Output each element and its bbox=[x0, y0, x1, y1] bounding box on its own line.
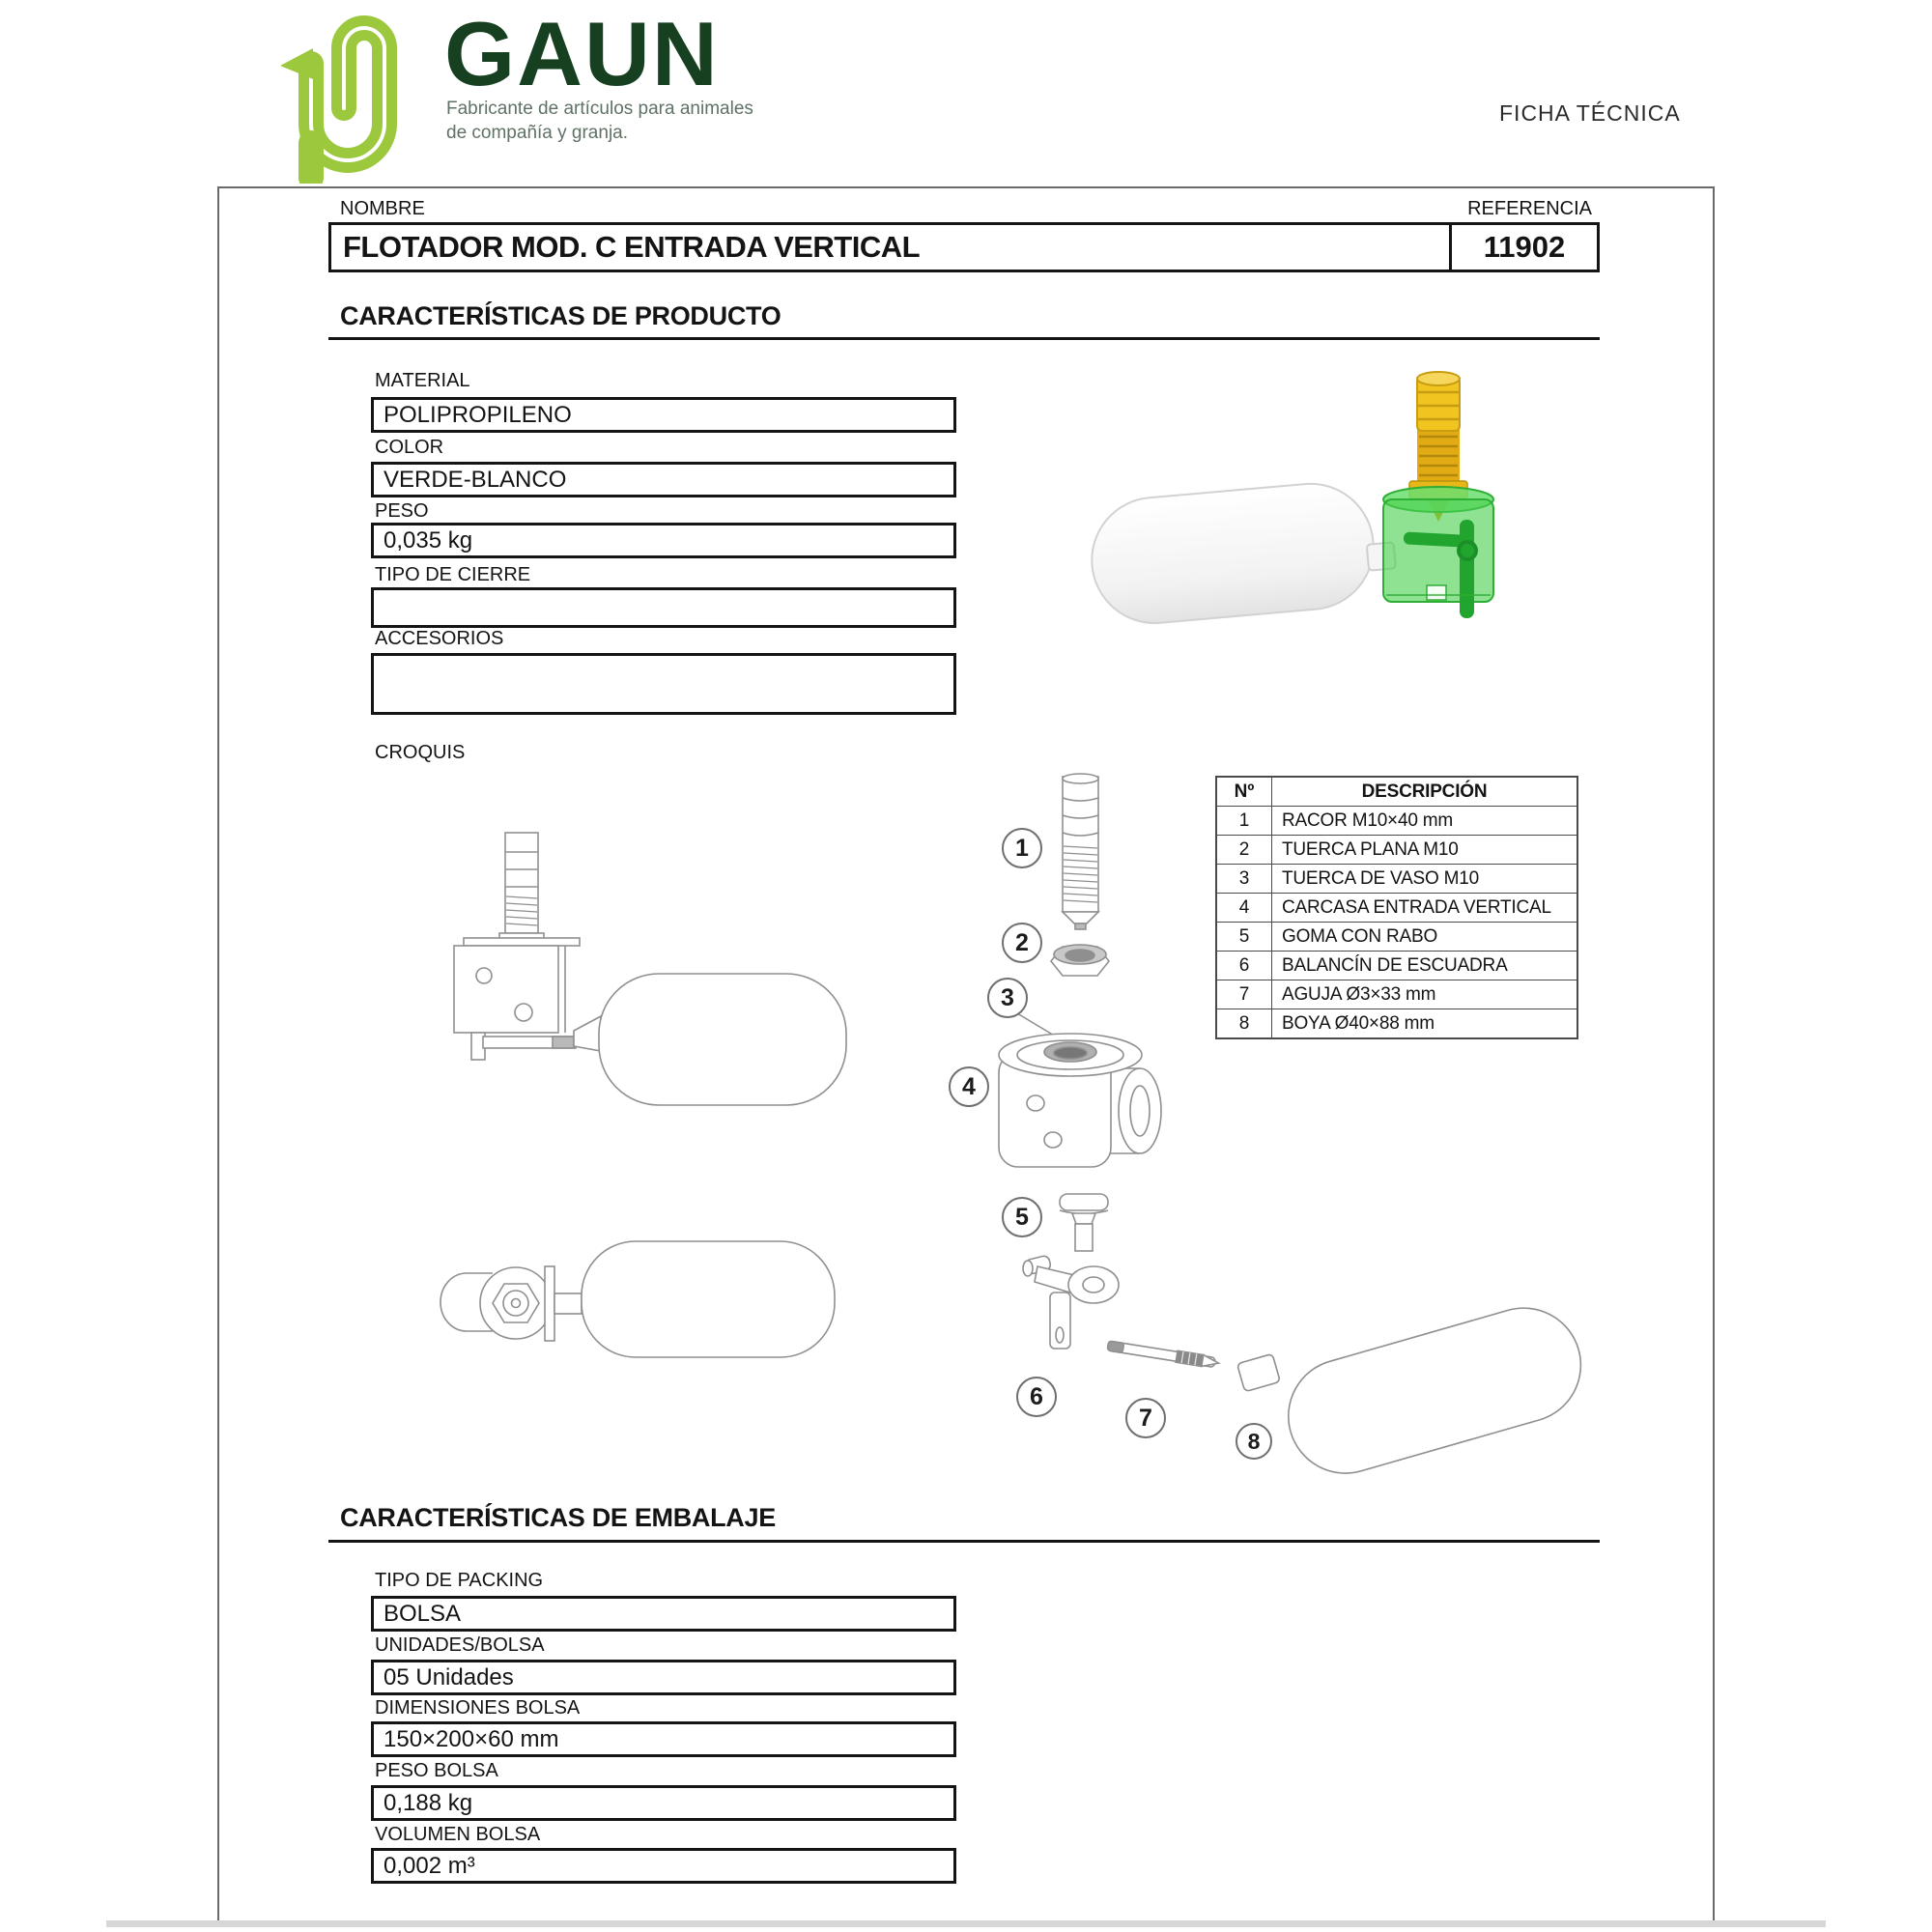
callout-2: 2 bbox=[1002, 923, 1042, 963]
field-peso-value: 0,035 kg bbox=[371, 523, 956, 558]
table-row bbox=[1217, 951, 1577, 980]
field-tipo-packing-label: TIPO DE PACKING bbox=[375, 1570, 544, 1591]
part-description: GOMA CON RABO bbox=[1282, 925, 1438, 947]
field-material-value: POLIPROPILENO bbox=[371, 397, 956, 433]
callout-7: 7 bbox=[1125, 1398, 1166, 1438]
part-description: BOYA Ø40×88 mm bbox=[1282, 1012, 1435, 1034]
callout-4: 4 bbox=[949, 1066, 989, 1107]
croquis-label: CROQUIS bbox=[375, 742, 466, 763]
reference-label: REFERENCIA bbox=[1467, 198, 1592, 219]
parts-table bbox=[1215, 776, 1578, 1039]
tagline-line1: Fabricante de artículos para animales bbox=[446, 99, 753, 119]
table-row bbox=[1217, 893, 1577, 922]
part-description: CARCASA ENTRADA VERTICAL bbox=[1282, 896, 1551, 918]
field-unidades-bolsa-value: 05 Unidades bbox=[371, 1660, 956, 1695]
callout-3: 3 bbox=[987, 978, 1028, 1018]
table-row bbox=[1217, 806, 1577, 835]
field-peso-bolsa-label: PESO BOLSA bbox=[375, 1760, 498, 1781]
field-tipo-cierre-label: TIPO DE CIERRE bbox=[375, 564, 531, 585]
field-accesorios-value bbox=[371, 653, 956, 715]
field-volumen-bolsa-label: VOLUMEN BOLSA bbox=[375, 1824, 541, 1845]
doc-type-label: FICHA TÉCNICA bbox=[1499, 100, 1681, 126]
part-description: AGUJA Ø3×33 mm bbox=[1282, 983, 1436, 1005]
part-number: 8 bbox=[1217, 1009, 1272, 1037]
scan-edge bbox=[106, 1920, 1826, 1927]
product-section-title: CARACTERÍSTICAS DE PRODUCTO bbox=[340, 301, 781, 330]
part-description: TUERCA DE VASO M10 bbox=[1282, 867, 1480, 889]
brand-tagline bbox=[446, 97, 753, 145]
callout-1: 1 bbox=[1002, 828, 1042, 868]
part-number: 5 bbox=[1217, 923, 1272, 951]
gaun-logo-icon bbox=[272, 8, 423, 184]
callout-5: 5 bbox=[1002, 1197, 1042, 1237]
part-number: 2 bbox=[1217, 836, 1272, 864]
part-description: TUERCA PLANA M10 bbox=[1282, 838, 1459, 860]
field-material-label: MATERIAL bbox=[375, 370, 470, 391]
packaging-section-rule bbox=[328, 1540, 1600, 1543]
part-description: RACOR M10×40 mm bbox=[1282, 810, 1454, 831]
part-number: 7 bbox=[1217, 980, 1272, 1009]
part-number: 1 bbox=[1217, 807, 1272, 835]
part-number: 6 bbox=[1217, 952, 1272, 980]
part-number: 4 bbox=[1217, 894, 1272, 922]
field-unidades-bolsa-label: UNIDADES/BOLSA bbox=[375, 1634, 545, 1656]
table-row bbox=[1217, 835, 1577, 864]
table-row bbox=[1217, 1009, 1577, 1037]
field-peso-bolsa-value: 0,188 kg bbox=[371, 1785, 956, 1821]
field-volumen-bolsa-value: 0,002 m³ bbox=[371, 1848, 956, 1884]
table-row bbox=[1217, 980, 1577, 1009]
parts-table-header-desc: DESCRIPCIÓN bbox=[1361, 781, 1488, 802]
field-tipo-packing-value: BOLSA bbox=[371, 1596, 956, 1632]
packaging-section-title: CARACTERÍSTICAS DE EMBALAJE bbox=[340, 1503, 776, 1532]
field-color-label: COLOR bbox=[375, 437, 444, 458]
parts-table-header bbox=[1217, 778, 1577, 806]
product-name-value: FLOTADOR MOD. C ENTRADA VERTICAL bbox=[343, 230, 921, 264]
part-number: 3 bbox=[1217, 865, 1272, 893]
field-color-value: VERDE-BLANCO bbox=[371, 462, 956, 497]
tagline-line2: de compañía y granja. bbox=[446, 123, 629, 144]
reference-value: 11902 bbox=[1449, 225, 1597, 270]
field-dimensiones-bolsa-value: 150×200×60 mm bbox=[371, 1721, 956, 1757]
field-peso-label: PESO bbox=[375, 500, 429, 522]
brand-text: GAUN bbox=[444, 3, 720, 104]
identity-bar bbox=[328, 222, 1600, 272]
part-description: BALANCÍN DE ESCUADRA bbox=[1282, 954, 1508, 976]
callout-6: 6 bbox=[1016, 1377, 1057, 1417]
product-photo bbox=[1077, 365, 1512, 660]
table-row bbox=[1217, 864, 1577, 893]
callout-8: 8 bbox=[1236, 1423, 1272, 1460]
name-label: NOMBRE bbox=[340, 198, 425, 219]
table-row bbox=[1217, 922, 1577, 951]
field-dimensiones-bolsa-label: DIMENSIONES BOLSA bbox=[375, 1697, 581, 1719]
parts-table-header-num: Nº bbox=[1217, 778, 1272, 806]
field-tipo-cierre-value bbox=[371, 587, 956, 628]
product-section-rule bbox=[328, 337, 1600, 340]
field-accesorios-label: ACCESORIOS bbox=[375, 628, 504, 649]
